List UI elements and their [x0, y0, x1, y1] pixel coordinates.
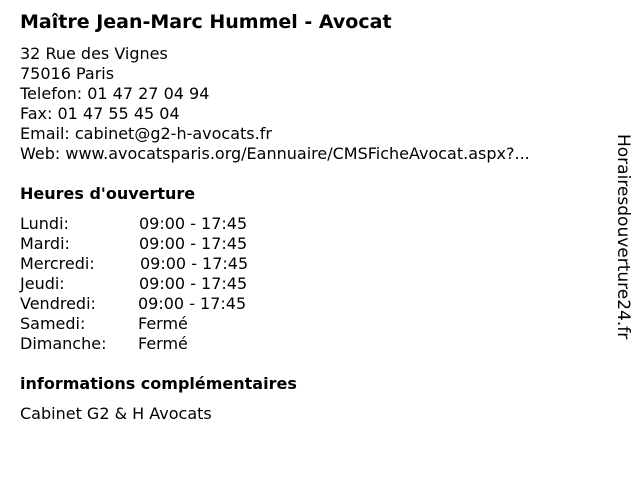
hours-value: 09:00 - 17:45 [139, 234, 248, 253]
day-label: Mercredi: [20, 254, 95, 273]
hours-value: 09:00 - 17:45 [140, 254, 249, 273]
page-title: Maître Jean-Marc Hummel - Avocat [20, 11, 392, 33]
street-address: 32 Rue des Vignes [20, 44, 168, 63]
day-label: Samedi: [20, 314, 86, 333]
day-label: Lundi: [20, 214, 69, 233]
phone-number: Telefon: 01 47 27 04 94 [20, 84, 210, 103]
hours-row-mardi [20, 234, 280, 254]
additional-info-text: Cabinet G2 & H Avocats [20, 404, 212, 423]
opening-hours-heading: Heures d'ouverture [20, 184, 196, 203]
day-label: Vendredi: [20, 294, 96, 313]
day-label: Dimanche: [20, 334, 107, 353]
hours-row-samedi [20, 314, 280, 334]
opening-hours-table [20, 214, 280, 354]
contact-block [20, 44, 530, 164]
hours-row-vendredi [20, 294, 280, 314]
fax-number: Fax: 01 47 55 45 04 [20, 104, 180, 123]
site-watermark [613, 134, 633, 344]
hours-row-jeudi [20, 274, 280, 294]
hours-row-lundi [20, 214, 280, 234]
email-address: Email: cabinet@g2-h-avocats.fr [20, 124, 272, 143]
site-watermark-text: Horairesdouverture24.fr [613, 134, 633, 340]
hours-row-dimanche [20, 334, 280, 354]
hours-value: Fermé [138, 334, 188, 353]
hours-value: 09:00 - 17:45 [139, 274, 248, 293]
day-label: Mardi: [20, 234, 70, 253]
hours-value: 09:00 - 17:45 [139, 214, 248, 233]
day-label: Jeudi: [20, 274, 65, 293]
hours-value: Fermé [138, 314, 188, 333]
website-url: Web: www.avocatsparis.org/Eannuaire/CMSFicheAvocat.aspx?... [20, 144, 530, 163]
city-postal: 75016 Paris [20, 64, 115, 83]
hours-value: 09:00 - 17:45 [138, 294, 247, 313]
additional-info-heading: informations complémentaires [20, 374, 297, 393]
hours-row-mercredi [20, 254, 280, 274]
